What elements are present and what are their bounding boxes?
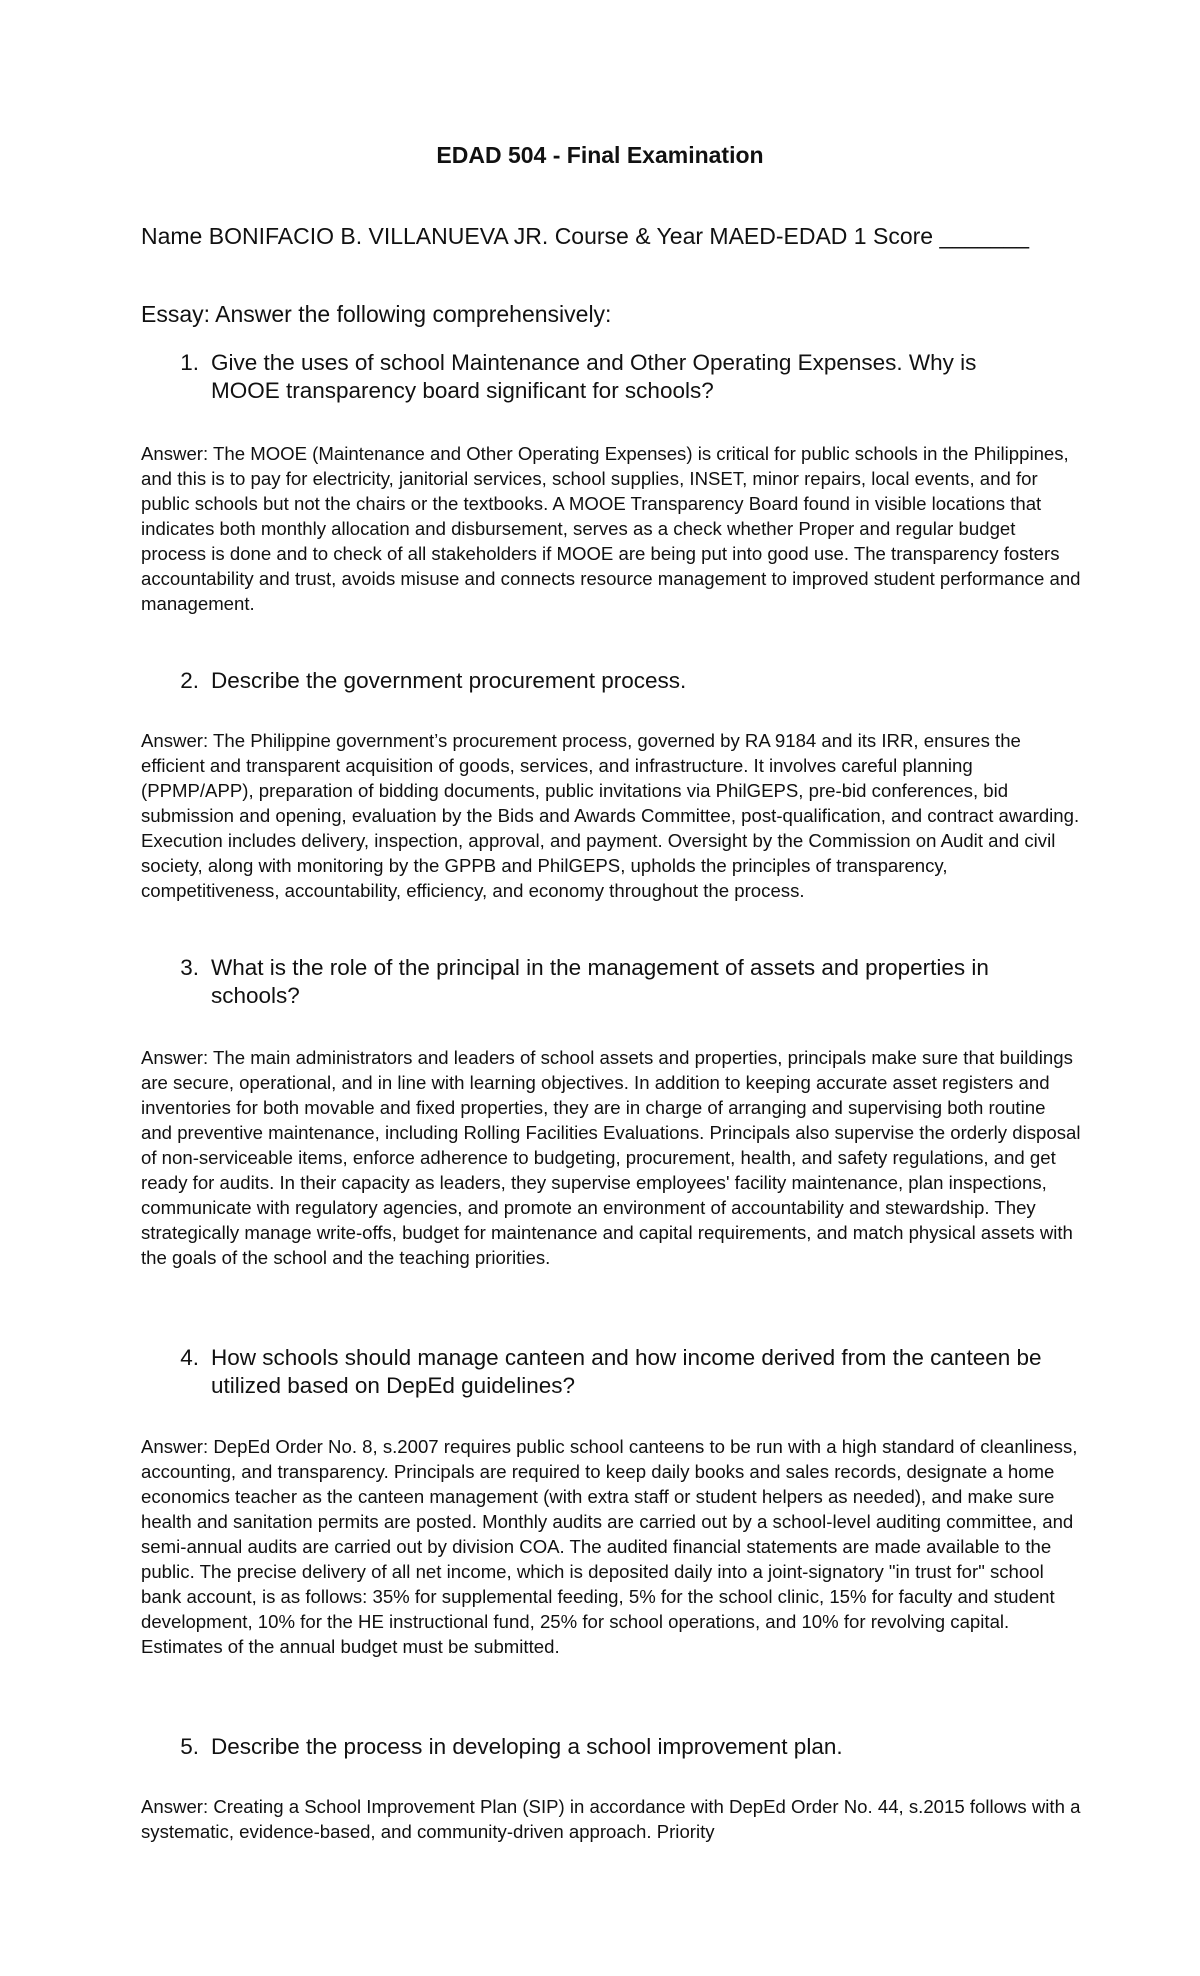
question-2 (141, 667, 1061, 695)
answer-4: Answer: DepEd Order No. 8, s.2007 requires public school canteens to be run with a high standard of cleanliness, accounting, and transparency. Principals are required to keep daily books and sales records, designate a home economics teacher as the canteen management (with extra staff or student helpers as needed), and make sure health and sanitation permits are posted. Monthly audits are carried out by a school-level auditing committee, and semi-annual audits are carried out by division COA. The audited financial statements are made available to the public. The precise delivery of all net income, which is deposited daily into a joint-signatory "in trust for" school bank account, is as follows: 35% for supplemental feeding, 5% for the school clinic, 15% for faculty and student development, 10% for the HE instructional fund, 25% for school operations, and 10% for revolving capital. Estimates of the annual budget must be submitted. (141, 1436, 1078, 1657)
question-1 (141, 349, 1061, 405)
student-info-line: Name BONIFACIO B. VILLANUEVA JR. Course & Year MAED-EDAD 1 Score _______ (141, 223, 1030, 249)
exam-title: EDAD 504 - Final Examination (436, 142, 764, 168)
answer-3: Answer: The main administrators and leaders of school assets and properties, principals make sure that buildings are secure, operational, and in line with learning objectives. In addition to keeping accurate asset registers and inventories for both movable and fixed properties, they are in charge of arranging and supervising both routine and preventive maintenance, including Rolling Facilities Evaluations. Principals also supervise the orderly disposal of non-serviceable items, enforce adherence to budgeting, procurement, health, and safety regulations, and get ready for audits. In their capacity as leaders, they supervise employees' facility maintenance, plan inspections, communicate with regulatory agencies, and promote an environment of accountability and stewardship. They strategically manage write-offs, budget for maintenance and capital requirements, and match physical assets with the goals of the school and the teaching priorities. (141, 1047, 1081, 1268)
question-text: What is the role of the principal in the management of assets and properties in schools? (211, 955, 989, 1008)
question-number: 2. (180, 668, 199, 693)
question-number: 5. (180, 1734, 199, 1759)
question-number: 1. (180, 350, 199, 375)
question-4 (141, 1344, 1061, 1400)
question-text: Describe the government procurement process. (211, 668, 687, 693)
answer-1: Answer: The MOOE (Maintenance and Other Operating Expenses) is critical for public schools in the Philippines, and this is to pay for electricity, janitorial services, school supplies, INSET, minor repairs, local events, and for public schools but not the chairs or the textbooks. A MOOE Transparency Board found in visible locations that indicates both monthly allocation and disbursement, serves as a check whether Proper and regular budget process is done and to check of all stakeholders if MOOE are being put into good use. The transparency fosters accountability and trust, avoids misuse and connects resource management to improved student performance and management. (141, 443, 1081, 614)
question-number: 4. (180, 1345, 199, 1370)
answer-2: Answer: The Philippine government’s procurement process, governed by RA 9184 and its IRR, ensures the efficient and transparent acquisition of goods, services, and infrastructure. It involves careful planning (PPMP/APP), preparation of bidding documents, public invitations via PhilGEPS, pre-bid conferences, bid submission and opening, evaluation by the Bids and Awards Committee, post-qualification, and contract awarding. Execution includes delivery, inspection, approval, and payment. Oversight by the Commission on Audit and civil society, along with monitoring by the GPPB and PhilGEPS, upholds the principles of transparency, competitiveness, accountability, efficiency, and economy throughout the process. (141, 730, 1080, 901)
question-number: 3. (180, 955, 199, 980)
essay-instructions: Essay: Answer the following comprehensively: (141, 301, 612, 327)
question-text: Give the uses of school Maintenance and Other Operating Expenses. Why is MOOE transparency board significant for schools? (211, 350, 977, 403)
question-3 (141, 954, 1061, 1010)
answer-5: Answer: Creating a School Improvement Plan (SIP) in accordance with DepEd Order No. 44, s.2015 follows with a systematic, evidence-based, and community-driven approach. Priority (141, 1796, 1081, 1842)
question-5 (141, 1733, 1061, 1761)
question-text: Describe the process in developing a school improvement plan. (211, 1734, 843, 1759)
question-text: How schools should manage canteen and how income derived from the canteen be utilized based on DepEd guidelines? (211, 1345, 1042, 1398)
